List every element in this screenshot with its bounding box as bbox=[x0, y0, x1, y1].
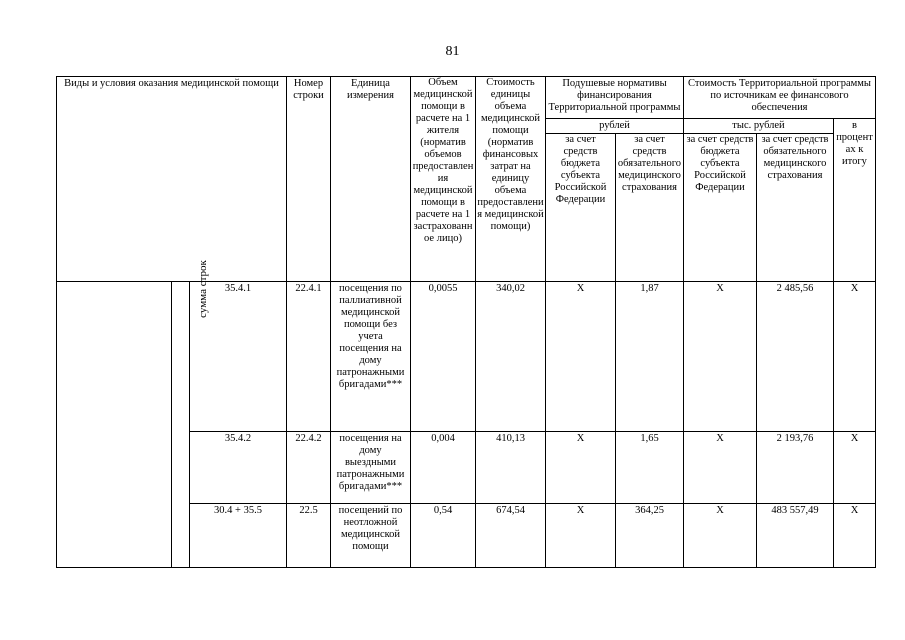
row-sum: 35.4.1 bbox=[190, 282, 287, 432]
row-per-capita-budget: Х bbox=[546, 432, 616, 504]
header-program-cost: Стоимость Территориальной программы по источникам ее финансового обеспечения bbox=[684, 77, 876, 119]
row-per-capita-oms: 1,87 bbox=[616, 282, 684, 432]
row-unit: посещений по неотложной медицинской помощи bbox=[331, 504, 411, 568]
row-unit: посещения на дому выездными патронажными бригадами*** bbox=[331, 432, 411, 504]
row-percent: Х bbox=[834, 504, 876, 568]
header-per-capita: Подушевые нормативы финансирования Территориальной программы bbox=[546, 77, 684, 119]
header-kinds: Виды и условия оказания медицинской помощи bbox=[57, 77, 287, 282]
row-cost-oms: 483 557,49 bbox=[757, 504, 834, 568]
row-number: 22.4.2 bbox=[287, 432, 331, 504]
row-per-capita-budget: Х bbox=[546, 282, 616, 432]
header-rubles: рублей bbox=[546, 119, 684, 134]
row-cost: 674,54 bbox=[476, 504, 546, 568]
row-number: 22.5 bbox=[287, 504, 331, 568]
row-percent: Х bbox=[834, 432, 876, 504]
kinds-empty-cell bbox=[57, 282, 172, 568]
sum-of-rows-label: сумма строк bbox=[196, 260, 209, 318]
header-cost-budget: за счет средств бюджета субъекта Российской Федерации bbox=[684, 134, 757, 282]
sum-label-cell bbox=[172, 260, 209, 568]
row-cost-oms: 2 485,56 bbox=[757, 282, 834, 432]
row-sum: 35.4.2 bbox=[190, 432, 287, 504]
row-cost: 410,13 bbox=[476, 432, 546, 504]
row-cost-budget: Х bbox=[684, 432, 757, 504]
header-thousand-rubles: тыс. рублей bbox=[684, 119, 834, 134]
header-percent: в процентах к итогу bbox=[834, 119, 876, 282]
row-per-capita-oms: 364,25 bbox=[616, 504, 684, 568]
row-per-capita-oms: 1,65 bbox=[616, 432, 684, 504]
row-cost: 340,02 bbox=[476, 282, 546, 432]
row-cost-oms: 2 193,76 bbox=[757, 432, 834, 504]
header-row-number: Номер строки bbox=[287, 77, 331, 282]
header-per-capita-oms: за счет средств обязательного медицинского страхования bbox=[616, 134, 684, 282]
row-number: 22.4.1 bbox=[287, 282, 331, 432]
header-unit-cost: Стоимость единицы объема медицинской помощи (норматив финансовых затрат на единицу объема предоставления медицинской помощи) bbox=[476, 77, 546, 282]
row-volume: 0,54 bbox=[411, 504, 476, 568]
row-cost-budget: Х bbox=[684, 504, 757, 568]
header-volume: Объем медицинской помощи в расчете на 1 жителя (норматив объемов предоставления медицинской помощи в расчете на 1 застрахованное лицо) bbox=[411, 77, 476, 282]
header-unit: Единица измерения bbox=[331, 77, 411, 282]
header-cost-oms: за счет средств обязательного медицинского страхования bbox=[757, 134, 834, 282]
page-number: 81 bbox=[445, 44, 460, 59]
row-percent: Х bbox=[834, 282, 876, 432]
row-unit: посещения по паллиативной медицинской помощи без учета посещения на дому патронажными бригадами*** bbox=[331, 282, 411, 432]
row-cost-budget: Х bbox=[684, 282, 757, 432]
financing-table bbox=[56, 76, 876, 568]
header-per-capita-budget: за счет средств бюджета субъекта Российской Федерации bbox=[546, 134, 616, 282]
row-sum: 30.4 + 35.5 bbox=[190, 504, 287, 568]
row-volume: 0,004 bbox=[411, 432, 476, 504]
row-volume: 0,0055 bbox=[411, 282, 476, 432]
row-per-capita-budget: Х bbox=[546, 504, 616, 568]
